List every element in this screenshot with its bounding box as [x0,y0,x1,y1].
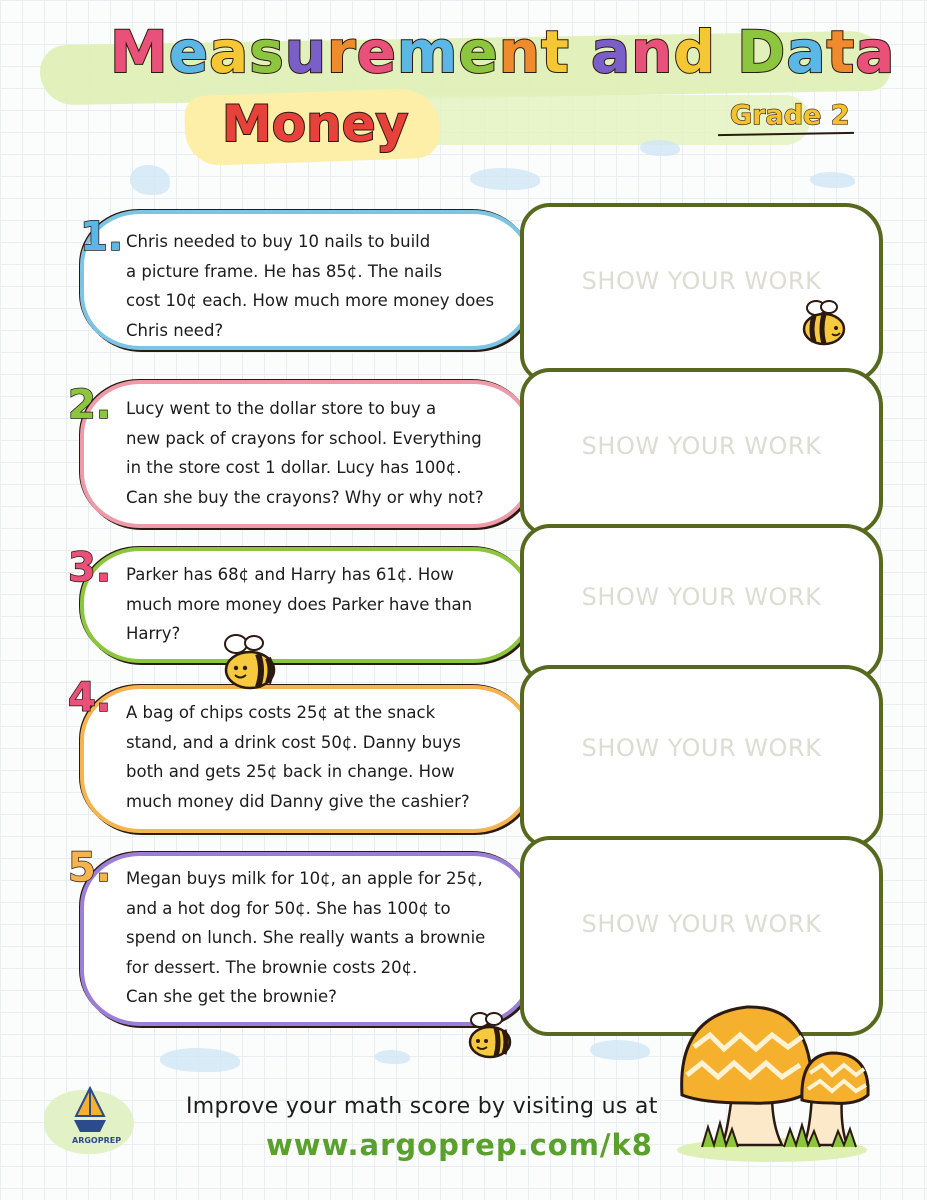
title-letter: a [786,18,827,86]
page-title [110,18,896,98]
title-letter: m [396,18,459,86]
work-area-1[interactable] [520,203,883,383]
bee-icon [796,296,852,352]
title-letter [716,18,737,86]
question-line: stand, and a drink cost 50¢. Danny buys [126,732,461,752]
question-line: and a hot dog for 50¢. She has 100¢ to [126,898,451,918]
title-letter: e [168,18,210,86]
work-label: SHOW YOUR WORK [581,432,822,460]
question-line: Parker has 68¢ and Harry has 61¢. How [126,565,454,584]
cloud-decoration [375,1050,410,1064]
work-area-2[interactable] [520,368,883,536]
title-letter: u [284,18,328,86]
question-1-number: 1. [80,214,124,260]
mushroom-illustration [672,995,877,1165]
work-label: SHOW YOUR WORK [581,267,822,295]
question-line: Harry? [126,624,181,643]
title-letter: n [631,18,674,86]
cloud-decoration [590,1040,650,1060]
title-letter: d [673,18,716,86]
cloud-decoration [810,172,855,188]
question-line: for dessert. The brownie costs 20¢. [126,957,418,977]
question-line: cost 10¢ each. How much more money does [126,291,495,310]
question-line: Megan buys milk for 10¢, an apple for 25¢, [126,869,483,888]
question-line: in the store cost 1 dollar. Lucy has 100¢. [126,458,462,477]
bee-icon [214,630,282,696]
question-3-text [126,560,516,649]
question-line: Chris needed to buy 10 nails to build [126,232,431,251]
title-letter: M [110,18,169,86]
title-letter: a [855,18,896,86]
title-letter: e [458,18,499,86]
cloud-decoration [160,1048,240,1072]
logo-text: ARGOPREP [72,1136,122,1145]
work-label: SHOW YOUR WORK [581,910,822,938]
question-4-number: 4. [68,675,112,721]
title-letter: t [541,18,570,86]
cloud-decoration [470,168,540,190]
work-label: SHOW YOUR WORK [581,734,822,762]
title-letter: n [498,18,542,86]
question-line: Can she get the brownie? [126,987,337,1006]
question-line: a picture frame. He has 85¢. The nails [126,261,443,281]
question-line: spend on lunch. She really wants a brownie [126,928,486,947]
cloud-decoration [130,165,170,195]
grade-label: Grade 2 [730,100,850,131]
question-5-number: 5. [68,845,112,891]
argoprep-logo-icon [70,1086,110,1138]
question-4-text [126,698,516,816]
title-letter: t [826,18,856,86]
footer-text: Improve your math score by visiting us at [186,1094,658,1119]
question-3-number: 3. [68,545,112,591]
question-1-text [126,227,516,345]
title-letter [570,18,591,86]
question-line: new pack of crayons for school. Everything [126,428,482,448]
question-2-text [126,394,516,512]
question-line: much more money does Parker have than [126,594,473,614]
page-subtitle: Money [222,95,409,153]
work-label: SHOW YOUR WORK [581,583,822,611]
title-letter: a [209,18,250,86]
question-line: A bag of chips costs 25¢ at the snack [126,703,436,722]
question-line: much money did Danny give the cashier? [126,791,470,811]
question-2-number: 2. [68,382,112,428]
work-area-4[interactable] [520,665,883,848]
footer-url-link[interactable]: www.argoprep.com/k8 [266,1128,653,1162]
title-letter: D [737,18,787,86]
title-letter: a [591,18,632,86]
bee-icon [462,1008,518,1064]
title-letter: e [356,18,397,86]
question-line: Chris need? [126,320,224,340]
question-line: Lucy went to the dollar store to buy a [126,399,437,418]
cloud-decoration [640,140,680,156]
question-line: Can she buy the crayons? Why or why not? [126,487,484,507]
question-line: both and gets 25¢ back in change. How [126,762,455,781]
work-area-3[interactable] [520,524,883,682]
title-letter: r [327,18,357,86]
question-5-text [126,864,516,1012]
title-letter: s [249,18,285,86]
